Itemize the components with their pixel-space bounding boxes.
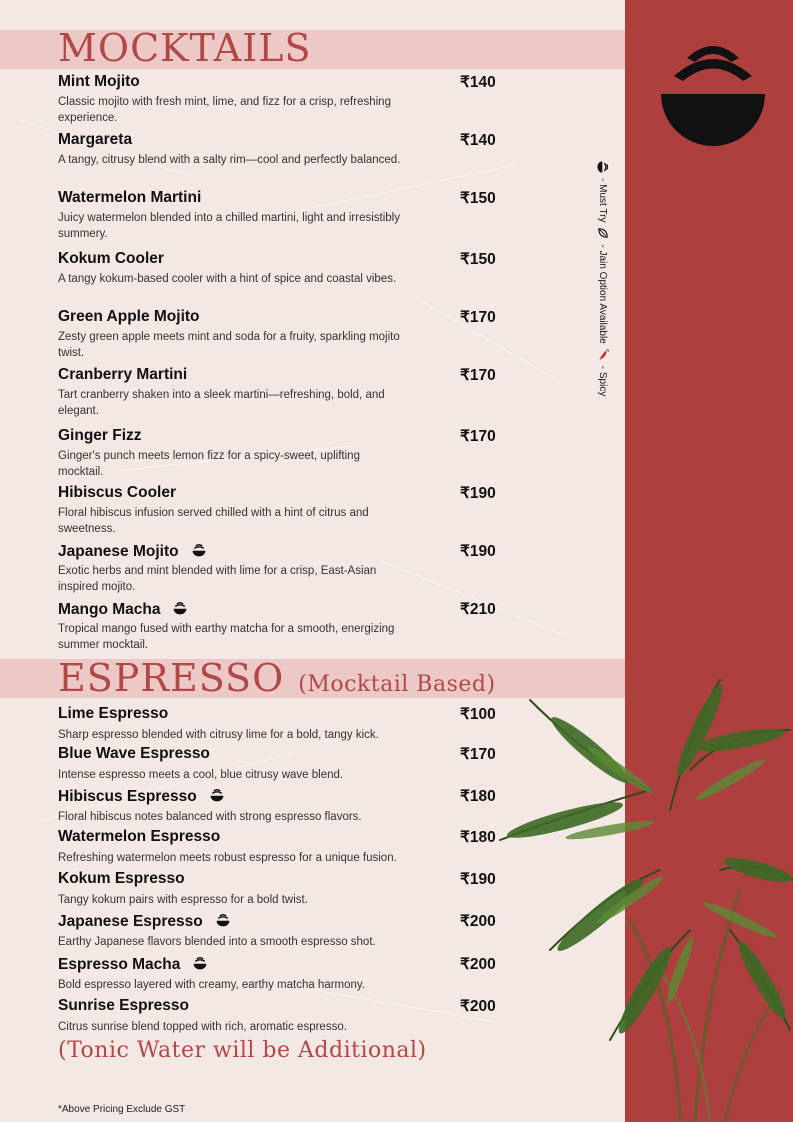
item-name: Green Apple Mojito <box>58 308 200 325</box>
menu-item <box>58 542 498 595</box>
item-description: Intense espresso meets a cool, blue citrusy wave blend. <box>58 769 344 781</box>
item-name: Mint Mojito <box>58 73 140 90</box>
item-name: Blue Wave Espresso <box>58 745 210 762</box>
menu-item <box>58 997 498 1035</box>
palm-plant-icon <box>490 670 793 1122</box>
item-price: ₹170 <box>460 309 496 326</box>
must-try-bowl-icon <box>215 912 231 928</box>
must-try-bowl-icon <box>192 955 208 971</box>
item-name: Ginger Fizz <box>58 427 142 444</box>
menu-item <box>58 73 498 126</box>
item-description: Classic mojito with fresh mint, lime, and fizz for a crisp, refreshing experience. <box>58 96 391 124</box>
item-name: Japanese Espresso <box>58 913 203 930</box>
item-description: Exotic herbs and mint blended with lime for a crisp, East-Asian inspired mojito. <box>58 565 377 593</box>
bowl-logo-icon <box>657 36 769 148</box>
menu-item <box>58 912 498 950</box>
jain-leaf-icon <box>596 226 610 240</box>
item-description: Earthy Japanese flavors blended into a smooth espresso shot. <box>58 936 376 948</box>
must-try-bowl-icon <box>172 600 188 616</box>
item-description: Floral hibiscus notes balanced with strong espresso flavors. <box>58 811 362 823</box>
item-price: ₹150 <box>460 251 496 268</box>
item-name: Watermelon Martini <box>58 189 202 206</box>
item-name: Margareta <box>58 131 133 148</box>
item-price: ₹170 <box>460 428 496 445</box>
item-description: Bold espresso layered with creamy, earthy matcha harmony. <box>58 979 366 991</box>
icon-legend <box>595 160 611 450</box>
item-name: Hibiscus Espresso <box>58 788 197 805</box>
tonic-water-note: (Tonic Water will be Additional) <box>58 1038 427 1063</box>
item-price: ₹140 <box>460 132 496 149</box>
menu-item <box>58 308 498 361</box>
item-name: Sunrise Espresso <box>58 997 189 1014</box>
item-name: Lime Espresso <box>58 705 169 722</box>
item-description: Tangy kokum pairs with espresso for a bold twist. <box>58 894 308 906</box>
item-price: ₹200 <box>460 956 496 973</box>
item-name: Kokum Espresso <box>58 870 185 887</box>
legend-must-try: - Must Try <box>597 178 609 223</box>
must-try-bowl-icon <box>596 160 610 174</box>
item-description: A tangy kokum-based cooler with a hint of spice and coastal vibes. <box>58 273 397 285</box>
item-price: ₹200 <box>460 998 496 1015</box>
item-description: Tart cranberry shaken into a sleek martini—refreshing, bold, and elegant. <box>58 389 385 417</box>
item-description: Tropical mango fused with earthy matcha for a smooth, energizing summer mocktail. <box>58 623 395 651</box>
menu-item <box>58 705 498 743</box>
menu-item <box>58 131 498 168</box>
menu-item <box>58 189 498 242</box>
item-price: ₹200 <box>460 913 496 930</box>
item-price: ₹190 <box>460 543 496 560</box>
legend-spicy: - Spicy <box>597 365 609 397</box>
item-price: ₹190 <box>460 485 496 502</box>
item-price: ₹180 <box>460 788 496 805</box>
item-description: A tangy, citrusy blend with a salty rim—cool and perfectly balanced. <box>58 154 401 166</box>
item-name: Cranberry Martini <box>58 366 188 383</box>
item-name: Watermelon Espresso <box>58 828 221 845</box>
menu-item <box>58 484 498 537</box>
menu-item <box>58 366 498 419</box>
must-try-bowl-icon <box>209 787 225 803</box>
gst-footnote: *Above Pricing Exclude GST <box>58 1104 186 1115</box>
menu-item <box>58 870 498 908</box>
item-price: ₹210 <box>460 601 496 618</box>
espresso-subtitle: (Mocktail Based) <box>298 672 496 697</box>
item-description: Citrus sunrise blend topped with rich, aromatic espresso. <box>58 1021 347 1033</box>
item-name: Kokum Cooler <box>58 250 164 267</box>
espresso-title-text: ESPRESSO <box>58 656 285 700</box>
item-description: Floral hibiscus infusion served chilled with a hint of citrus and sweetness. <box>58 507 369 535</box>
must-try-bowl-icon <box>191 542 207 558</box>
item-description: Sharp espresso blended with citrusy lime for a bold, tangy kick. <box>58 729 379 741</box>
menu-item <box>58 745 498 783</box>
legend-jain: - Jain Option Available <box>597 244 609 344</box>
item-price: ₹170 <box>460 746 496 763</box>
item-name: Espresso Macha <box>58 956 181 973</box>
item-price: ₹150 <box>460 190 496 207</box>
spicy-chili-icon <box>596 348 610 362</box>
mocktails-title: MOCKTAILS <box>58 26 312 70</box>
item-price: ₹170 <box>460 367 496 384</box>
item-description: Zesty green apple meets mint and soda for a fruity, sparkling mojito twist. <box>58 331 400 359</box>
menu-item <box>58 828 498 866</box>
menu-item <box>58 427 498 480</box>
menu-item <box>58 250 498 287</box>
item-name: Japanese Mojito <box>58 543 179 560</box>
item-name: Mango Macha <box>58 601 161 618</box>
item-description: Juicy watermelon blended into a chilled martini, light and irresistibly summery. <box>58 212 400 240</box>
item-price: ₹140 <box>460 74 496 91</box>
menu-item <box>58 955 498 993</box>
item-description: Ginger's punch meets lemon fizz for a spicy-sweet, uplifting mocktail. <box>58 450 360 478</box>
menu-item <box>58 787 498 825</box>
espresso-title <box>58 656 496 700</box>
item-name: Hibiscus Cooler <box>58 484 176 501</box>
menu-item <box>58 600 498 653</box>
item-price: ₹180 <box>460 829 496 846</box>
item-price: ₹100 <box>460 706 496 723</box>
item-description: Refreshing watermelon meets robust espresso for a unique fusion. <box>58 852 397 864</box>
item-price: ₹190 <box>460 871 496 888</box>
